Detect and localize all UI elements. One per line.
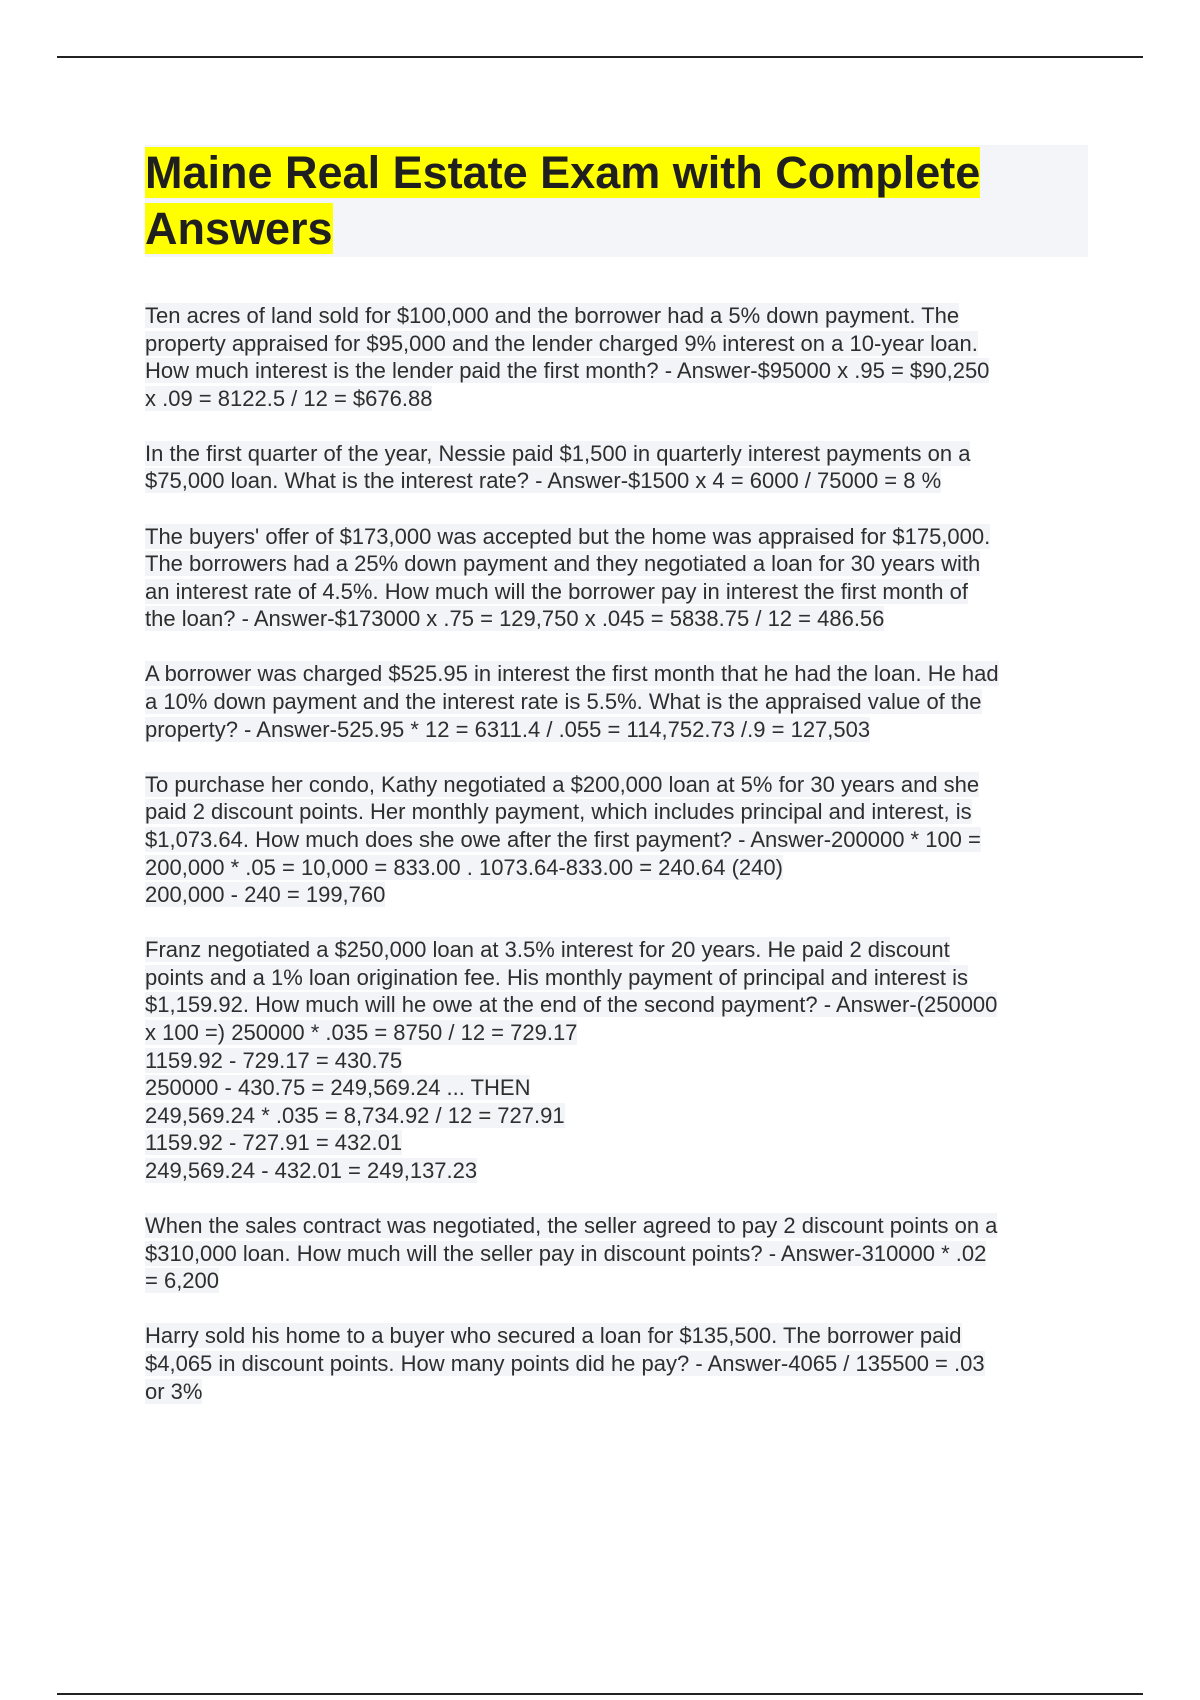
qa-item-text: The buyers' offer of $173,000 was accepted but the home was appraised for $175,000. The borrowers had a 25% down payment and they negotiated a loan for 30 years with an interest rate of 4.5%. How much will the borrower pay in interest the first month of the loan? - Answer-$173000 x .75 = 129,750 x .045 = 5838.75 / 12 = 486.56 bbox=[145, 523, 991, 632]
qa-item-4 bbox=[145, 660, 1095, 743]
qa-item-5 bbox=[145, 771, 1095, 909]
qa-item-text: In the first quarter of the year, Nessie paid $1,500 in quarterly interest payments on a $75,000 loan. What is the interest rate? - Answer-$1500 x 4 = 6000 / 75000 = 8 % bbox=[145, 440, 971, 494]
qa-item-text: A borrower was charged $525.95 in interest the first month that he had the loan. He had a 10% down payment and the interest rate is 5.5%. What is the appraised value of the property? - Answer-525.95 * 12 = 6311.4 / .055 = 114,752.73 /.9 = 127,503 bbox=[145, 661, 999, 742]
qa-item-text: When the sales contract was negotiated, the seller agreed to pay 2 discount points on a $310,000 loan. How much will the seller pay in discount points? - Answer-310000 * .02 = 6,200 bbox=[145, 1213, 998, 1294]
qa-item-3 bbox=[145, 523, 1095, 633]
document-title-text: Maine Real Estate Exam with Complete Answers bbox=[145, 147, 981, 254]
document-body bbox=[145, 302, 1095, 1433]
qa-item-6 bbox=[145, 936, 1095, 1184]
bottom-rule bbox=[57, 1693, 1143, 1695]
qa-item-text: Ten acres of land sold for $100,000 and the borrower had a 5% down payment. The property appraised for $95,000 and the lender charged 9% interest on a 10-year loan. How much interest is the lender paid the first month? - Answer-$95000 x .95 = $90,250 x .09 = 8122.5 / 12 = $676.88 bbox=[145, 303, 990, 411]
qa-item-text: To purchase her condo, Kathy negotiated a $200,000 loan at 5% for 30 years and she paid 2 discount points. Her monthly payment, which includes principal and interest, is $1,073.64. How much does she owe after the first payment? - Answer-200000 * 100 = 200,000 * .05 = 10,000 = 833.00 . 1073.64-833.00 = 240.64 (240) 200,000 - 240 = 199,760 bbox=[145, 771, 981, 908]
qa-item-8 bbox=[145, 1322, 1095, 1405]
qa-item-7 bbox=[145, 1212, 1095, 1295]
qa-item-1 bbox=[145, 302, 1095, 412]
top-rule bbox=[57, 56, 1143, 58]
document-title bbox=[145, 145, 1075, 257]
qa-item-text: Harry sold his home to a buyer who secured a loan for $135,500. The borrower paid $4,065 in discount points. How many points did he pay? - Answer-4065 / 135500 = .03 or 3% bbox=[145, 1323, 985, 1404]
qa-item-text: Franz negotiated a $250,000 loan at 3.5% interest for 20 years. He paid 2 discount points and a 1% loan origination fee. His monthly payment of principal and interest is $1,159.92. How much will he owe at the end of the second payment? - Answer-(250000 x 100 =) 250000 * .035 = 8750 / 12 = 729.17 1159.92 - 729.17 = 430.75 250000 - 430.75 = 249,569.24 ... THEN 249,569.24 * .035 = 8,734.92 / 12 = 727.91 1159.92 - 727.91 = 432.01 249,569.24 - 432.01 = 249,137.23 bbox=[145, 937, 998, 1183]
qa-item-2 bbox=[145, 440, 1095, 495]
